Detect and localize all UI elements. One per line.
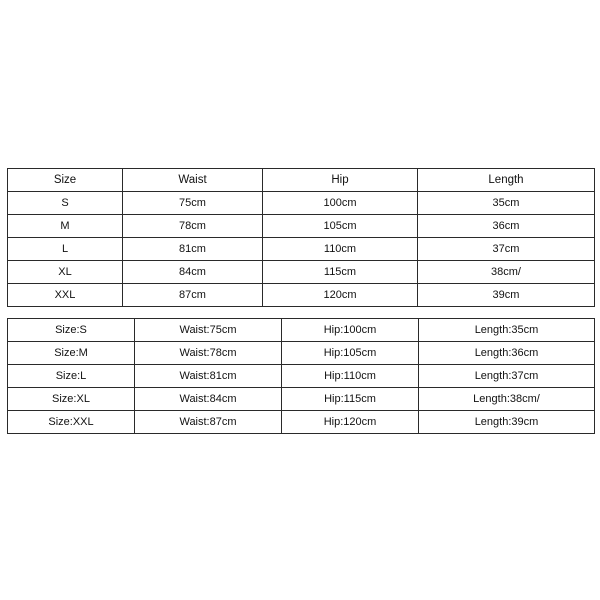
size-chart-header-row	[8, 169, 595, 192]
table-row	[8, 365, 595, 388]
cell-hip: Hip:105cm	[282, 342, 419, 365]
cell-size: Size:XXL	[8, 411, 135, 434]
cell-length: Length:37cm	[419, 365, 595, 388]
cell-size: XL	[8, 261, 123, 284]
cell-size: Size:XL	[8, 388, 135, 411]
size-chart-table	[7, 168, 595, 307]
cell-length: 36cm	[418, 215, 595, 238]
cell-hip: 110cm	[263, 238, 418, 261]
cell-hip: 100cm	[263, 192, 418, 215]
header-hip: Hip	[263, 169, 418, 192]
cell-hip: Hip:115cm	[282, 388, 419, 411]
cell-size: M	[8, 215, 123, 238]
cell-size: XXL	[8, 284, 123, 307]
cell-length: 38cm/	[418, 261, 595, 284]
table-row	[8, 261, 595, 284]
cell-size: Size:M	[8, 342, 135, 365]
size-chart-labeled-table	[7, 318, 595, 434]
cell-hip: 105cm	[263, 215, 418, 238]
table-row	[8, 319, 595, 342]
cell-waist: 75cm	[123, 192, 263, 215]
cell-size: Size:S	[8, 319, 135, 342]
cell-waist: Waist:84cm	[135, 388, 282, 411]
cell-size: S	[8, 192, 123, 215]
cell-waist: 87cm	[123, 284, 263, 307]
table-row	[8, 192, 595, 215]
table-row	[8, 215, 595, 238]
cell-hip: Hip:110cm	[282, 365, 419, 388]
cell-length: Length:39cm	[419, 411, 595, 434]
cell-hip: 115cm	[263, 261, 418, 284]
header-waist: Waist	[123, 169, 263, 192]
cell-waist: Waist:75cm	[135, 319, 282, 342]
cell-length: Length:35cm	[419, 319, 595, 342]
cell-waist: 84cm	[123, 261, 263, 284]
cell-length: Length:36cm	[419, 342, 595, 365]
cell-waist: Waist:78cm	[135, 342, 282, 365]
cell-size: L	[8, 238, 123, 261]
cell-waist: 78cm	[123, 215, 263, 238]
table-row	[8, 238, 595, 261]
cell-length: 37cm	[418, 238, 595, 261]
cell-length: Length:38cm/	[419, 388, 595, 411]
cell-hip: Hip:100cm	[282, 319, 419, 342]
table-row	[8, 284, 595, 307]
table-row	[8, 411, 595, 434]
cell-waist: Waist:87cm	[135, 411, 282, 434]
cell-size: Size:L	[8, 365, 135, 388]
header-size: Size	[8, 169, 123, 192]
table-row	[8, 388, 595, 411]
cell-length: 39cm	[418, 284, 595, 307]
table-row	[8, 342, 595, 365]
cell-waist: 81cm	[123, 238, 263, 261]
cell-hip: 120cm	[263, 284, 418, 307]
header-length: Length	[418, 169, 595, 192]
cell-waist: Waist:81cm	[135, 365, 282, 388]
cell-length: 35cm	[418, 192, 595, 215]
cell-hip: Hip:120cm	[282, 411, 419, 434]
